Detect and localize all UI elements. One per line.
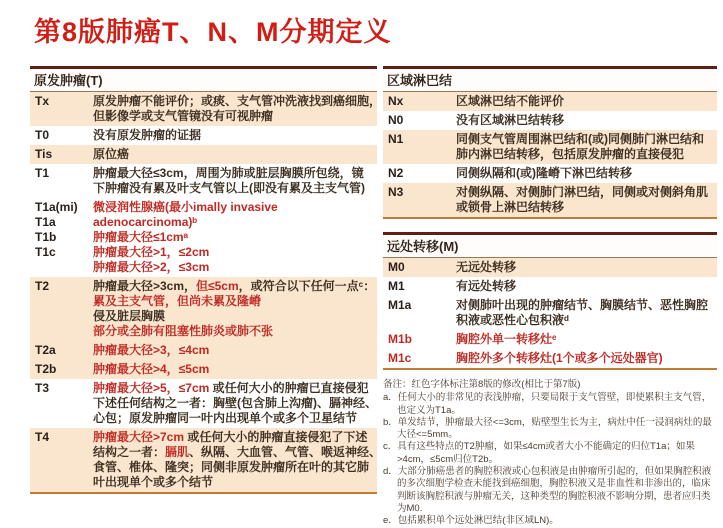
stage-code: T2	[35, 279, 50, 293]
primary-tumor-table-header: 原发肿瘤(T)	[30, 66, 377, 92]
t-stage-row	[30, 145, 377, 164]
stage-description-line: 胸腔外多个转移灶(1个或多个远处器官)	[456, 351, 663, 365]
footnotes	[383, 379, 717, 528]
stage-description-line: 无远处转移	[456, 260, 517, 274]
stage-code: N3	[388, 185, 404, 199]
stage-description-line: 肿瘤最大径>3，≤4cm	[93, 343, 210, 357]
stage-description-line: 侵及脏层胸膜	[93, 309, 166, 323]
right-column	[383, 66, 717, 528]
m-stage-row	[383, 349, 717, 368]
stage-description	[456, 94, 564, 109]
t-stage-row	[30, 341, 377, 360]
stage-description	[93, 362, 209, 377]
stage-description-line: 肺内淋巴结转移，包括原发肿瘤的直接侵犯	[456, 147, 685, 161]
stage-description-line: 但影像学或支气管镜没有可视肿瘤	[93, 109, 274, 123]
primary-tumor-table-body	[30, 92, 382, 492]
stage-description-line: adenocarcinoma)ᵇ	[93, 215, 198, 229]
stage-description	[456, 113, 564, 128]
stage-code: M0	[388, 260, 405, 274]
stage-description-line: 肿瘤最大径≤3cm，周围为肺或脏层胸膜所包绕，镜	[93, 166, 364, 180]
n-stage-row	[383, 164, 717, 183]
stage-description-line: 肿瘤最大径>7cm 或任何大小的肿瘤直接侵犯了下述	[93, 430, 368, 444]
footnote-item: b．单发结节，肿瘤最大径<=3cm，贴壁型生长为主，病灶中任一浸润病灶的最大径<=5mm。	[383, 416, 712, 441]
stage-code: Tx	[35, 94, 50, 108]
stage-description-line: 或锁骨上淋巴结转移	[456, 200, 565, 214]
t-stage-row	[30, 277, 377, 341]
footnote-legend: 备注：红色字体标注第8版的修改(相比于第7版)	[383, 379, 581, 390]
footnote-item: a．任何大小的非常见的表浅肿瘤，只要局限于支气管壁，即使累积主支气管，也定义为T1a。	[383, 392, 712, 416]
stage-code: T1a(mi) T1a T1b T1c	[35, 200, 78, 259]
stage-description-line: 累及主支气管，但尚未累及隆嵴	[93, 294, 262, 308]
stage-description	[456, 185, 708, 215]
m-stage-row	[383, 296, 717, 330]
stage-description	[456, 166, 632, 181]
stage-code: T2a	[35, 343, 56, 357]
stage-description-line: 肿瘤最大径>5，≤7cm 或任何大小的肿瘤已直接侵犯	[93, 381, 369, 395]
stage-description-line: 胸腔外单一转移灶ᵉ	[456, 332, 557, 346]
footnote-item: d．大部分肺癌患者的胸腔积液或心包积液是由肿瘤所引起的，但如果胸腔积液的多次细胞学检查未能找到癌细胞，胸腔积液又是非血性和非渗出的，临床判断该胸腔积液与肿瘤无关，这种类型的胸腔积液不影响分期，患者应归类为M0.	[383, 466, 712, 514]
primary-tumor-table	[30, 66, 382, 494]
footnote-item: c．具有这些特点的T2肿瘤，如果≤4cm或者大小不能确定的归位T1a；如果>4cm，≤5cm归位T2b。	[383, 441, 695, 465]
stage-code: T2b	[35, 362, 57, 376]
stage-code: M1	[388, 279, 405, 293]
stage-description-line: 肿瘤最大径>1，≤2cm	[93, 245, 210, 259]
stage-description-line: 肿瘤最大径≤1cmᵃ	[93, 230, 189, 244]
t-stage-row	[30, 126, 377, 145]
stage-description-line: 下肿瘤没有累及叶支气管以上(即没有累及主支气管)	[93, 181, 365, 195]
stage-description	[456, 260, 516, 275]
stage-code: N0	[388, 113, 404, 127]
page-title: 第8版肺癌T、N、M分期定义	[34, 17, 392, 47]
stage-code: T0	[35, 128, 50, 142]
regional-nodes-table	[383, 66, 717, 219]
stage-description	[93, 430, 381, 490]
t-stage-row	[30, 360, 377, 379]
stage-code: Tis	[35, 147, 53, 161]
stage-code: T3	[35, 381, 50, 395]
stage-description	[456, 279, 516, 294]
stage-description-line: 对侧纵隔、对侧肺门淋巴结，同侧或对侧斜角肌	[456, 185, 709, 199]
stage-description-line: 同侧支气管周围淋巴结和(或)同侧肺门淋巴结和	[456, 132, 704, 146]
n-stage-row	[383, 111, 717, 130]
t-stage-row	[30, 428, 382, 492]
n-stage-row	[383, 92, 717, 111]
stage-description	[93, 279, 375, 339]
stage-description-line: 对侧肺叶出现的肿瘤结节、胸膜结节、恶性胸腔	[456, 298, 709, 312]
regional-nodes-table-body	[383, 92, 717, 217]
stage-description-line: 区域淋巴结不能评价	[456, 94, 565, 108]
stage-description-line: 有远处转移	[456, 279, 517, 293]
distant-metastasis-table-body	[383, 258, 717, 368]
stage-description	[93, 147, 129, 162]
footnote-item: e．包括累积单个远处淋巴结(非区域LN)。	[383, 515, 559, 527]
distant-metastasis-table	[383, 232, 717, 370]
stage-description	[93, 128, 201, 143]
t-stage-row	[30, 164, 377, 198]
stage-description-line: 部分或全肺有阻塞性肺炎或肺不张	[93, 324, 274, 338]
stage-description	[93, 343, 209, 358]
stage-description-line: 微浸润性腺癌(最小imally invasive	[93, 200, 278, 214]
stage-description-line: 下述任何结构之一者：胸壁(包含肺上沟瘤)、膈神经、	[93, 396, 377, 410]
stage-description	[456, 351, 663, 366]
stage-description	[93, 381, 377, 426]
t-stage-row	[30, 379, 377, 428]
stage-description	[456, 332, 557, 347]
m-stage-row	[383, 258, 717, 277]
stage-description-line: 肿瘤最大径>4，≤5cm	[93, 362, 210, 376]
stage-code: M1c	[388, 351, 412, 365]
t-stage-row	[30, 92, 382, 126]
regional-nodes-table-header: 区域淋巴结	[383, 66, 717, 92]
stage-code: N1	[388, 132, 404, 146]
stage-code: Nx	[388, 94, 404, 108]
stage-description-line: 没有区域淋巴结转移	[456, 113, 565, 127]
stage-description-line: 结构之一者：膈肌、纵隔、大血管、气管、喉返神经、	[93, 445, 382, 459]
stage-description-line: 原发肿瘤不能评价；或痰、支气管冲洗液找到癌细胞，	[93, 94, 382, 108]
distant-metastasis-table-header: 远处转移(M)	[383, 232, 717, 258]
n-stage-row	[383, 130, 717, 164]
stage-code: T4	[35, 430, 50, 444]
stage-description-line: 没有原发肿瘤的证据	[93, 128, 202, 142]
stage-description-line: 同侧纵隔和(或)隆嵴下淋巴结转移	[456, 166, 632, 180]
stage-description	[93, 200, 278, 275]
stage-description-line: 积液或恶性心包积液ᵈ	[456, 313, 569, 327]
stage-description	[93, 94, 381, 124]
stage-description-line: 叶出现单个或多个结节	[93, 475, 214, 489]
footnote-items	[383, 392, 717, 527]
stage-code: M1b	[388, 332, 412, 346]
stage-description	[456, 132, 704, 162]
m-stage-row	[383, 330, 717, 349]
stage-description-line: 肿瘤最大径>3cm，但≤5cm，或符合以下任何一点ᶜ：	[93, 279, 376, 293]
stage-description-line: 食管、椎体、隆突；同侧非原发肿瘤所在叶的其它肺	[93, 460, 370, 474]
stage-description-line: 肿瘤最大径>2，≤3cm	[93, 260, 210, 274]
n-stage-row	[383, 183, 717, 217]
stage-description	[456, 298, 708, 328]
stage-description-line: 原位癌	[93, 147, 130, 161]
stage-description-line: 心包；原发肿瘤同一叶内出现单个或多个卫星结节	[93, 411, 358, 425]
stage-code: T1	[35, 166, 50, 180]
stage-description	[93, 166, 365, 196]
stage-code: M1a	[388, 298, 412, 312]
t-stage-row	[30, 198, 377, 277]
m-stage-row	[383, 277, 717, 296]
stage-code: N2	[388, 166, 404, 180]
